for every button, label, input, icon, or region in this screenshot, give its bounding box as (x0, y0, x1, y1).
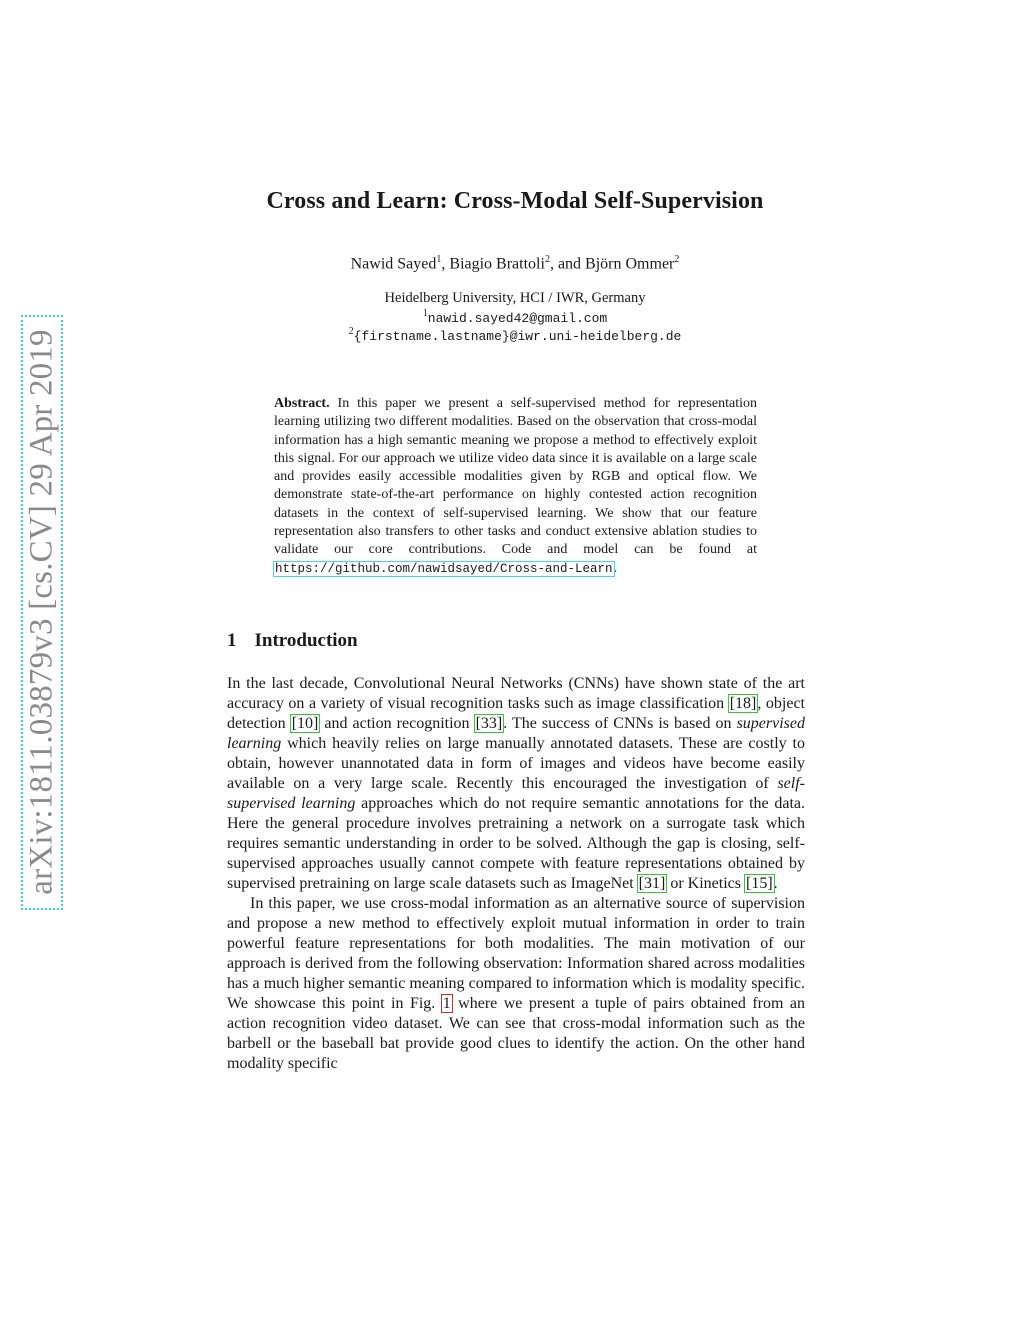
author-affil-mark: 1 (436, 254, 442, 265)
citation-link[interactable]: [33] (475, 715, 503, 732)
text-run: . The success of CNNs is based on (503, 715, 737, 732)
text-run: and action recognition (319, 715, 475, 732)
author-name: Björn Ommer (585, 255, 675, 273)
abstract-end: . (613, 560, 618, 576)
text-run: where we present a tuple of pairs obtained from an action recognition video dataset. We can see that cross-modal information such as the barbell or the baseball bat provide good clues to identify the action. On the other hand modality specific (227, 995, 806, 1072)
code-link[interactable]: https://github.com/nawidsayed/Cross-and-Learn (275, 561, 613, 576)
abstract-text: In this paper we present a self-supervised method for representation learning utilizing two different modalities. Based on the observation that cross-modal information has a high semantic meaning we propose a method to effectively exploit this signal. For our approach we utilize video data since it is available on a large scale and provides easily accessible modalities given by RGB and optical flow. We demonstrate state-of-the-art performance on highly contested action recognition datasets in the context of self-supervised learning. We show that our feature representation also transfers to other tasks and conduct extensive ablation studies to validate our core contributions. Code and model can be found at (274, 396, 758, 558)
text-run: which heavily relies on large manually annotated datasets. These are costly to obtain, however unannotated data in form of images and videos have become easily available on a very large scale. Recently this encouraged the investigation of (227, 735, 805, 792)
author-name: Nawid Sayed (350, 255, 437, 273)
text-run: In this paper, we use cross-modal information as an alternative source of supervision and propose a new method to effectively exploit mutual information in order to train powerful feature representations for both modalities. The main motivation of our approach is derived from the following observation: Information shared across modalities has a much higher semantic meaning compared to information which is modality specific. We showcase this point in Fig. (227, 895, 805, 1012)
abstract-label: Abstract. (274, 396, 330, 411)
text-run: In the last decade, Convolutional Neural Networks (CNNs) have shown state of the art accuracy on a variety of visual recognition tasks such as image classification (227, 675, 805, 712)
paper-title: Cross and Learn: Cross-Modal Self-Supervision (266, 188, 764, 214)
arxiv-identifier: arXiv:1811.03879v3 [cs.CV] 29 Apr 2019 (23, 329, 60, 895)
affiliation-email-1 (0, 308, 1024, 327)
author-affil-mark: 2 (544, 254, 550, 265)
affiliation-email-2 (0, 326, 1024, 345)
emphasis: supervised learning (227, 715, 806, 752)
citation-link[interactable]: [18] (729, 695, 757, 712)
text-run: or Kinetics (666, 875, 745, 892)
text-run: . (773, 875, 778, 892)
emphasis: self-supervised learning (227, 775, 805, 812)
citation-link[interactable]: [10] (291, 715, 319, 732)
email-address: {firstname.lastname}@iwr.uni-heidelberg.de (353, 328, 682, 344)
intro-paragraph-2 (227, 894, 805, 1074)
email-address: nawid.sayed42@gmail.com (427, 310, 608, 326)
citation-link[interactable]: [15] (745, 875, 773, 892)
text-run: approaches which do not require semantic annotations for the data. Here the general procedure involves pretraining a network on a surrogate task which requires semantic understanding in order to be solved. Although the gap is closing, self-supervised approaches usually cannot compete with feature representations obtained by supervised pretraining on large scale datasets such as ImageNet (227, 795, 806, 892)
body-text (227, 674, 805, 1074)
section-number: 1 (227, 630, 237, 651)
author-affil-mark: 2 (674, 254, 680, 265)
email-affil-mark: 2 (348, 326, 354, 337)
figure-reference-link[interactable]: 1 (442, 995, 451, 1012)
section-title: Introduction (254, 630, 358, 651)
email-affil-mark: 1 (422, 308, 428, 319)
section-heading (227, 630, 358, 652)
text-run: , object detection (227, 695, 805, 732)
author-list: Nawid Sayed$^1$, Biagio Brattoli$^2$, and Björn Ommer$^2$ (350, 254, 680, 273)
citation-link[interactable]: [31] (638, 875, 666, 892)
author-name: Biagio Brattoli (449, 255, 545, 273)
intro-paragraph-1 (227, 674, 805, 894)
affiliation-institution: Heidelberg University, HCI / IWR, Germany (384, 290, 646, 306)
abstract (274, 395, 757, 578)
